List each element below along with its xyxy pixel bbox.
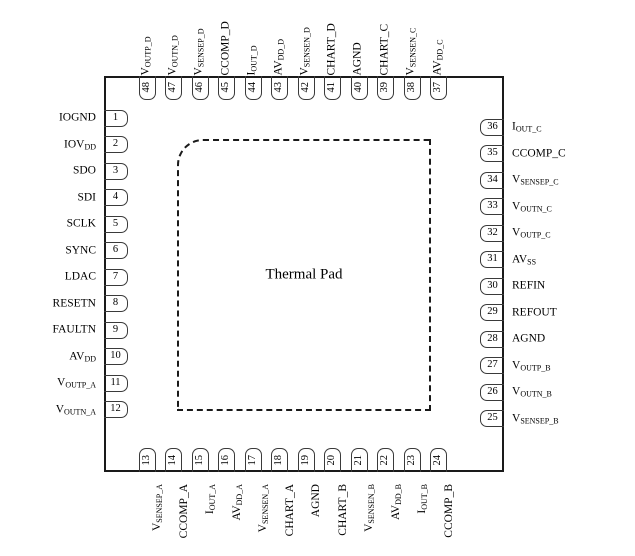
- pin-number: 35: [487, 147, 498, 159]
- pin-45: [218, 76, 235, 100]
- pin-11: [104, 375, 128, 392]
- pin-label-14: CCOMP_A: [177, 484, 190, 539]
- pin-13: [139, 448, 156, 472]
- pin-number: 14: [167, 455, 179, 466]
- pin-label-35: CCOMP_C: [512, 146, 566, 159]
- pin-label-21: $V_{SENSEN\_B}$: [363, 484, 376, 532]
- pin-number: 34: [487, 174, 498, 186]
- pin-4: [104, 189, 128, 206]
- pin-24: [430, 448, 447, 472]
- pin-number: 31: [487, 253, 498, 265]
- pin-19: [298, 448, 315, 472]
- pin-number: 4: [112, 191, 119, 203]
- pin-number: 30: [487, 280, 498, 292]
- pin-label-27: $V_{OUTP\_B}$: [512, 358, 551, 372]
- pin-5: [104, 216, 128, 233]
- pin-label-17: $V_{SENSEN\_A}$: [257, 484, 270, 533]
- pin-number: 17: [247, 455, 259, 466]
- pin-label-19: AGND: [310, 484, 322, 518]
- pin-label-38: $V_{SENSEN\_C}$: [404, 27, 418, 76]
- pin-number: 25: [487, 412, 498, 424]
- pin-number: 45: [220, 82, 232, 93]
- pin-label-25: $V_{SENSEP\_B}$: [512, 411, 559, 425]
- pin-8: [104, 295, 128, 312]
- pin-label-30: REFIN: [512, 279, 546, 292]
- pin-label-28: AGND: [512, 332, 546, 345]
- pin-number: 40: [353, 82, 365, 93]
- pin-1: [104, 110, 128, 127]
- pin-label-33: $V_{OUTN\_C}$: [512, 199, 552, 213]
- pin-number: 48: [141, 82, 153, 93]
- pin-33: [480, 198, 504, 215]
- pin-label-2: $IOV_{DD}$: [63, 137, 96, 151]
- pin-20: [324, 448, 341, 472]
- pin-number: 44: [247, 82, 259, 93]
- pin-label-10: $AV_{DD}$: [69, 349, 96, 363]
- pin-number: 41: [326, 82, 338, 93]
- pin-label-24: CCOMP_B: [442, 484, 455, 538]
- pin-25: [480, 410, 504, 427]
- pin-number: 37: [432, 82, 444, 93]
- pin-number: 10: [110, 350, 121, 362]
- pin-label-23: $I_{OUT\_B}$: [416, 484, 429, 514]
- pin-22: [377, 448, 394, 472]
- pin-label-41: CHART_D: [325, 23, 337, 76]
- pin-30: [480, 278, 504, 295]
- pin-number: 9: [112, 324, 119, 336]
- pin-40: [351, 76, 368, 100]
- pin-14: [165, 448, 182, 472]
- pin-26: [480, 384, 504, 401]
- pin-label-37: $AV_{DD\_C}$: [431, 39, 444, 76]
- pin-10: [104, 348, 128, 365]
- pin-label-34: $V_{SENSEP\_C}$: [512, 173, 559, 187]
- pin-label-29: REFOUT: [512, 305, 557, 318]
- pin-label-5: SCLK: [66, 217, 96, 230]
- pin-label-18: CHART_A: [283, 484, 296, 537]
- pin-number: 3: [112, 165, 119, 177]
- pin-31: [480, 251, 504, 268]
- pin-number: 18: [273, 455, 285, 466]
- pin-32: [480, 225, 504, 242]
- pin-6: [104, 242, 128, 259]
- pin-number: 43: [273, 82, 285, 93]
- pin-number: 42: [300, 82, 312, 93]
- pin-label-8: RESETN: [52, 296, 96, 309]
- pin-23: [404, 448, 421, 472]
- pin-number: 15: [194, 455, 206, 466]
- pin-21: [351, 448, 368, 472]
- pin-35: [480, 145, 504, 162]
- pin-46: [192, 76, 209, 100]
- pin-number: 11: [110, 377, 121, 389]
- pin-number: 27: [487, 359, 498, 371]
- pin-9: [104, 322, 128, 339]
- pin-label-22: $AV_{DD\_B}$: [389, 484, 403, 521]
- pin-36: [480, 119, 504, 136]
- pin-number: 23: [406, 455, 418, 466]
- pin-label-4: SDI: [77, 190, 96, 203]
- pin-number: 16: [220, 455, 232, 466]
- pin-number: 21: [353, 455, 365, 466]
- pin-label-9: FAULTN: [52, 323, 96, 336]
- pin-number: 22: [379, 455, 391, 466]
- pin-label-32: $V_{OUTP\_C}$: [512, 226, 551, 240]
- pin-16: [218, 448, 235, 472]
- pin-label-36: $I_{OUT\_C}$: [512, 120, 542, 134]
- pin-label-15: $I_{OUT\_A}$: [204, 484, 217, 515]
- pin-number: 24: [432, 455, 444, 466]
- pin-34: [480, 172, 504, 189]
- pin-label-3: SDO: [72, 164, 96, 177]
- pin-label-46: $V_{SENSEP\_D}$: [192, 28, 206, 76]
- pin-number: 39: [379, 82, 391, 93]
- pin-number: 38: [406, 82, 418, 93]
- pin-number: 47: [167, 82, 179, 93]
- pin-label-1: IOGND: [58, 111, 96, 124]
- pin-label-39: CHART_C: [378, 23, 390, 76]
- pin-label-6: SYNC: [65, 243, 96, 256]
- pin-label-16: $AV_{DD\_A}$: [230, 484, 244, 521]
- pin-number: 7: [112, 271, 119, 283]
- pin-label-47: $V_{OUTN\_D}$: [166, 35, 179, 76]
- pin-number: 36: [487, 121, 498, 133]
- pin-number: 26: [487, 386, 498, 398]
- pin-label-20: CHART_B: [336, 484, 349, 536]
- pin-label-45: CCOMP_D: [219, 21, 231, 76]
- pin-37: [430, 76, 447, 100]
- pin-47: [165, 76, 182, 100]
- pin-43: [271, 76, 288, 100]
- pin-number: 19: [300, 455, 312, 466]
- pin-number: 28: [487, 333, 498, 345]
- pin-3: [104, 163, 128, 180]
- pin-number: 5: [112, 218, 119, 230]
- pin-17: [245, 448, 262, 472]
- thermal-pad: [177, 139, 431, 411]
- pin-label-7: LDAC: [64, 270, 96, 283]
- pin-7: [104, 269, 128, 286]
- pin-15: [192, 448, 209, 472]
- pin-2: [104, 136, 128, 153]
- pin-27: [480, 357, 504, 374]
- pin-label-48: $V_{OUTP\_D}$: [139, 36, 153, 76]
- pin-number: 20: [326, 455, 338, 466]
- pin-28: [480, 331, 504, 348]
- pin-number: 13: [141, 455, 153, 466]
- pin-label-26: $V_{OUTN\_B}$: [512, 385, 552, 399]
- pin-number: 46: [194, 82, 206, 93]
- pin-label-40: AGND: [351, 42, 364, 76]
- pin-48: [139, 76, 156, 100]
- pin-label-12: $V_{OUTN\_A}$: [55, 402, 96, 416]
- pin-label-13: $V_{SENSEP\_A}$: [151, 484, 164, 531]
- pin-label-31: $AV_{SS}$: [512, 252, 537, 266]
- pin-label-43: $AV_{DD\_D}$: [272, 39, 285, 76]
- pin-label-44: $I_{OUT\_D}$: [245, 45, 259, 76]
- pin-number: 1: [112, 112, 119, 124]
- pin-number: 2: [112, 138, 119, 150]
- pin-number: 33: [487, 200, 498, 212]
- pin-18: [271, 448, 288, 472]
- pin-29: [480, 304, 504, 321]
- pin-38: [404, 76, 421, 100]
- pin-12: [104, 401, 128, 418]
- pin-label-42: $V_{SENSEN\_D}$: [298, 27, 312, 76]
- pin-41: [324, 76, 341, 100]
- pin-number: 32: [487, 227, 498, 239]
- pin-number: 12: [110, 403, 121, 415]
- thermal-pad-label: Thermal Pad: [265, 266, 343, 283]
- pin-number: 6: [112, 244, 119, 256]
- pin-label-11: $V_{OUTP\_A}$: [57, 376, 96, 390]
- pin-44: [245, 76, 262, 100]
- pin-number: 8: [112, 297, 119, 309]
- pin-number: 29: [487, 306, 498, 318]
- pin-42: [298, 76, 315, 100]
- pin-39: [377, 76, 394, 100]
